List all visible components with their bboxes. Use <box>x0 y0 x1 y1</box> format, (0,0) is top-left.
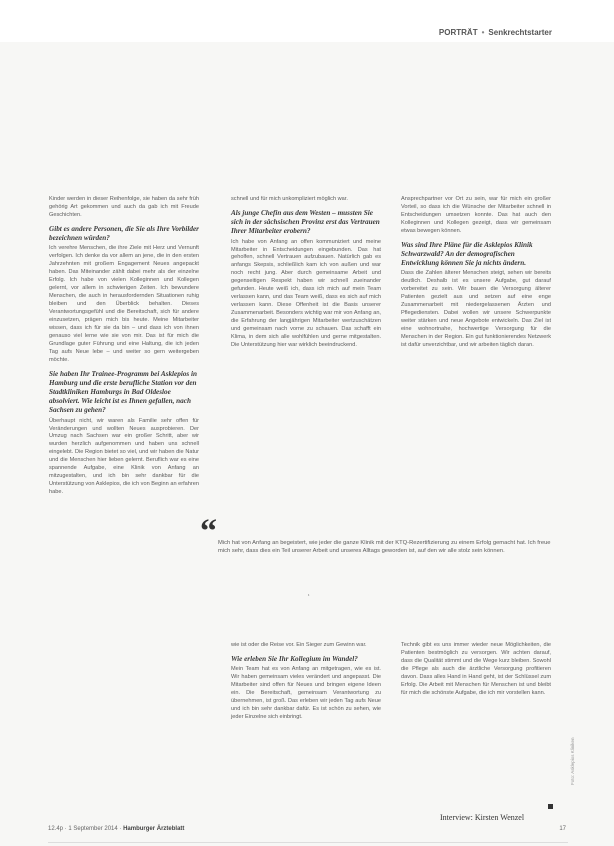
interview-credit: Interview: Kirsten Wenzel <box>440 813 525 822</box>
page-header <box>0 0 614 42</box>
answer-paragraph: Überhaupt nicht, wir waren als Familie sehr offen für Veränderungen und wollten Neues ausprobieren. Der Umzug nach Sachsen war ein großer Schritt, aber wir wurden herzlich aufgenommen und haben uns schnell eingelebt. Die Region bietet so viel, und wir haben die Natur und die Menschen hier lieben gelernt. Beruflich war es eine spannende Aufgabe, eine Klinik von Anfang an mitzugestalten, und ich bin sehr dankbar für die Unterstützung von Asklepios, die ich von Beginn an erfahren habe. <box>49 417 199 496</box>
header-separator: • <box>481 28 485 37</box>
column-3-intro: Ansprechpartner vor Ort zu sein, war für mich ein großer Vorteil, so dass ich die Wünsche der Mitarbeiter schnell in Entscheidungen umsetzen konnte. Das hat auch den Kolleginnen und Kollegen gezeigt, dass wir gemeinsam etwas bewegen können. <box>401 196 551 234</box>
section-header <box>439 28 552 37</box>
page-bottom-rule <box>48 842 568 843</box>
footer-issue-date: 12.4p · 1 September 2014 · <box>48 826 122 832</box>
quote-end-mark: ‘ <box>308 594 310 601</box>
column-2-intro: schnell und für mich unkompliziert möglich war. <box>231 196 348 202</box>
photo-credit: Foto: Asklepios Kliniken <box>570 737 575 785</box>
article-column-2-lower <box>231 642 381 725</box>
question-heading: Wie erleben Sie Ihr Kollegium im Wandel? <box>231 654 358 663</box>
answer-paragraph: Technik gibt es uns immer wieder neue Möglichkeiten, die Patienten bestmöglich zu versorgen. Wir achten darauf, dass die Qualität stimmt und die Wege kurz bleiben. Sowohl die Pflege als auch die ärztliche Versorgung profitieren davon. Dass alles Hand in Hand geht, ist der Schlüssel zum Erfolg. Die Arbeit mit Menschen für Menschen ist und bleibt für mich die schönste Aufgabe, die ich mir vorstellen kann. <box>401 642 551 696</box>
section-label: PORTRÄT <box>438 28 478 37</box>
section-topic: Senkrechtstarter <box>488 28 552 37</box>
article-column-3 <box>401 196 551 353</box>
answer-paragraph: Ich habe von Anfang an offen kommuniziert und meine Mitarbeiter in Entscheidungen eingebunden. Das hat geholfen, schnell Vertrauen aufzubauen. Natürlich gab es anfangs Skepsis, schließlich kam ich von außen und war noch recht jung. Aber durch gemeinsame Arbeit und gegenseitigen Respekt haben wir schnell zueinander gefunden. Heute weiß ich, dass ich mich auf mein Team verlassen kann, und das Team weiß, dass es sich auf mich verlassen kann. Diese Offenheit ist die Basis unserer Zusammenarbeit. Besonders wichtig war mir von Anfang an, die Erfahrung der langjährigen Mitarbeiter wertzuschätzen und gemeinsam nach vorne zu schauen. Das schafft ein Klima, in dem sich alle wohlfühlen und gerne mitgestalten. Die Unterstützung hier war wirklich beeindruckend. <box>231 238 381 348</box>
pull-quote <box>200 513 558 556</box>
answer-paragraph: Ich verehre Menschen, die ihre Ziele mit Herz und Vernunft verfolgen. Ich denke da vor allem an jene, die in den ersten Jahrzehnten mit großem Engagement Neues angepackt haben. Das Miteinander zählt dabei mehr als der einzelne Erfolg. Ich habe von vielen Kolleginnen und Kollegen gelernt, vor allem in schwierigen Zeiten. Ich bewundere Menschen, die auch in herausfordernden Situationen ruhig bleiben und den Überblick behalten. Dieses Verantwortungsgefühl und die Bereitschaft, sich für andere einzusetzen, prägen mich bis heute. Meine Mitarbeiter wissen, dass ich für sie da bin – und dass ich von ihnen genauso viel lerne wie sie von mir. Das ist für mich die Grundlage guter Führung und eine Haltung, die ich jeden Tag aufs Neue lebe – und weiter so gern weitergeben möchte. <box>49 245 199 363</box>
article-end-mark <box>548 804 553 809</box>
question-heading: Sie haben Ihr Trainee-Programm bei Asklepios in Hamburg und die erste berufliche Station vor den Stadtkliniken Hamburgs in Bad Oldesloe absolviert. Wie leicht ist es Ihnen gefallen, nach Sachsen zu gehen? <box>49 369 198 415</box>
article-column-1 <box>49 196 199 500</box>
question-heading: Was sind Ihre Pläne für die Asklepios Klinik Schwarzwald? An der demografischen Entwicklung können Sie ja nichts ändern. <box>401 240 533 268</box>
answer-paragraph: Dass die Zahlen älterer Menschen steigt, sehen wir bereits deutlich. Deshalb ist es unsere Aufgabe, gut darauf vorbereitet zu sein. Wir bauen die Versorgung älterer Patienten gezielt aus und setzen auf eine enge Zusammenarbeit mit niedergelassenen Ärzten und Pflegediensten. Dabei wollen wir unsere Schwerpunkte weiter stärken und neue Angebote entwickeln. Das Ziel ist eine wohnortnahe, hochwertige Versorgung für die Menschen in der Region. Ein gut funktionierendes Netzwerk ist dafür unverzichtbar, und wir arbeiten täglich daran. <box>401 270 551 348</box>
footer-magazine: Hamburger Ärzteblatt <box>123 826 185 832</box>
page-number: 17 <box>559 826 566 832</box>
quote-mark: “ <box>200 513 217 550</box>
footer-issue <box>48 826 184 832</box>
article-column-2 <box>231 196 381 353</box>
column-2-lower-intro: wie ist oder die Reise vor. Ein Sieger zum Gewinn war. <box>231 642 367 648</box>
article-column-3-lower <box>401 642 551 701</box>
column-1-intro: Kinder werden in dieser Reihenfolge, sie haben da sehr früh gehörig Art gekommen und auch da gab ich mit Freude Geschichten. <box>49 196 199 218</box>
pull-quote-text: Mich hat von Anfang an begeistert, wie jeder die ganze Klinik mit der KTQ-Rezertifizierung zu einem Erfolg gemacht hat. Ich freue mich sehr, dass dies ein Teil unserer Arbeit und unseres Alltags geworden ist, auf den wir alle stolz sein können. <box>218 540 551 554</box>
question-heading: Als junge Chefin aus dem Westen – mussten Sie sich in der sächsischen Provinz erst das Vertrauen Ihrer Mitarbeiter erobern? <box>231 208 380 236</box>
answer-paragraph: Mein Team hat es von Anfang an mitgetragen, wie es ist. Wir haben gemeinsam vieles verändert und angepasst. Die Mitarbeiter sind offen für Neues und bringen eigene Ideen ein. Die Bereitschaft, gemeinsam Verantwortung zu übernehmen, ist groß. Das erleben wir jeden Tag aufs Neue und ich bin sehr dankbar dafür. Es ist schön zu sehen, wie jeder Einzelne sich einbringt. <box>231 666 381 720</box>
question-heading: Gibt es andere Personen, die Sie als Ihre Vorbilder bezeichnen würden? <box>49 224 199 243</box>
